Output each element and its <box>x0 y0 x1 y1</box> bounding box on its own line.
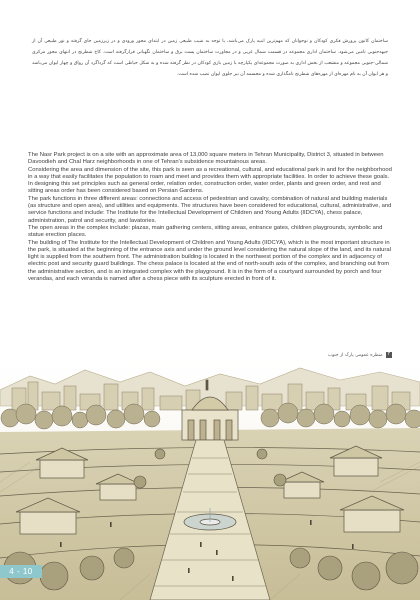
english-body <box>28 152 392 283</box>
figure-caption <box>328 352 392 358</box>
english-paragraph: Considering the area and dimension of the site, this park is seen as a recreational, cultural, and educational park in and for the neighborhood in a way that easily facilitates the population to roam and meet and provides them with appropriate facilities. In order to achieve these goals. In designing this set principles such as general order, relation order, construction order, water order, plants and green order, and rest and sitting areas order has been considered based on Persian Gardens. <box>28 166 392 195</box>
figure-caption-text: منظره عمومی پارک از جنوب <box>327 352 383 358</box>
english-paragraph: The open areas in the complex include: plazas, main gathering centers, sitting areas, entrance gates, children playgrounds, symbolic and statue erection places. <box>28 224 383 239</box>
figure-number: ۳ <box>387 352 390 357</box>
farsi-paragraph: ساختمان کانون پرورش فکری کودکان و نوجوانان که مهم‌ترین ابنیه پارک می‌باشد، با توجه به شیب طبیعی زمین در ابتدای محور ورودی و در زیرزمین جای گرفته و نور طبیعی آن از جبهه‌جنوبی تامین می‌شود. ساختمان اداری مجموعه در قسمت شمال غربی و در مجاورت ساختمان پست برق و ساختمان نگهبانی قرارگرفته است. کاخ شطرنج در انتهای محور مرکزی شمالی-جنوبی مجموعه و منشعب از بخش اداری به صورت مجموعه‌ای یکپارچه با زمین بازی کودکان در نظر گرفته شده و به شکل حیاطی است که گرداگرد آن رواق و چهار ایوان می‌باشد و هر ایوان آن به نام مهره‌ای از مهره‌های شطرنج نامگذاری شده و مجسمه آن نیز جلوی ایوان نصب شده است. <box>32 39 388 77</box>
english-paragraph: The Nasr Park project is on a site with an approximate area of 13,000 square meters in Tehran Municipality, District 3, situated in between Davoodieh and Chal Harz neighborhoods in one of Tehran's subsidence mountainous areas. <box>28 152 384 166</box>
english-paragraph: The building of The Institute for the Intellectual Development of Children and Young Adults (IIDCYA), which is the most important structure in the park, is situated at the beginning of the entrance axis and under the ground level considering the natural slope of the land, and its natural light is supplied from the southern front. The administration building is located in the northwest portion of the complex and in adjacency of electric post and security guard buildings. The chess palace is located at the end of north-south axis of the complex, and branching out from the administrative section, and is an integrated complex with the playground. It is in the form of a courtyard surrounded by porch and four verandas, and each veranda is named after a chess piece with its sculpture erected in front of it. <box>28 239 391 283</box>
park-perspective-sketch <box>0 362 420 600</box>
page-number: 4 - 10 <box>0 565 42 578</box>
english-paragraph: The park functions in three different areas: connections and access of pedestrian and cavalry, combination of natural and building materials (as structure and open area), and utilities and equipments. The structures have been considered for educational, cultural, administrative, and service functions and include: The Institute for the Intellectual Development of Children and Young Adults (IIDCYA), chess palace, administration, patrol and security, and lavatories. <box>28 195 392 224</box>
